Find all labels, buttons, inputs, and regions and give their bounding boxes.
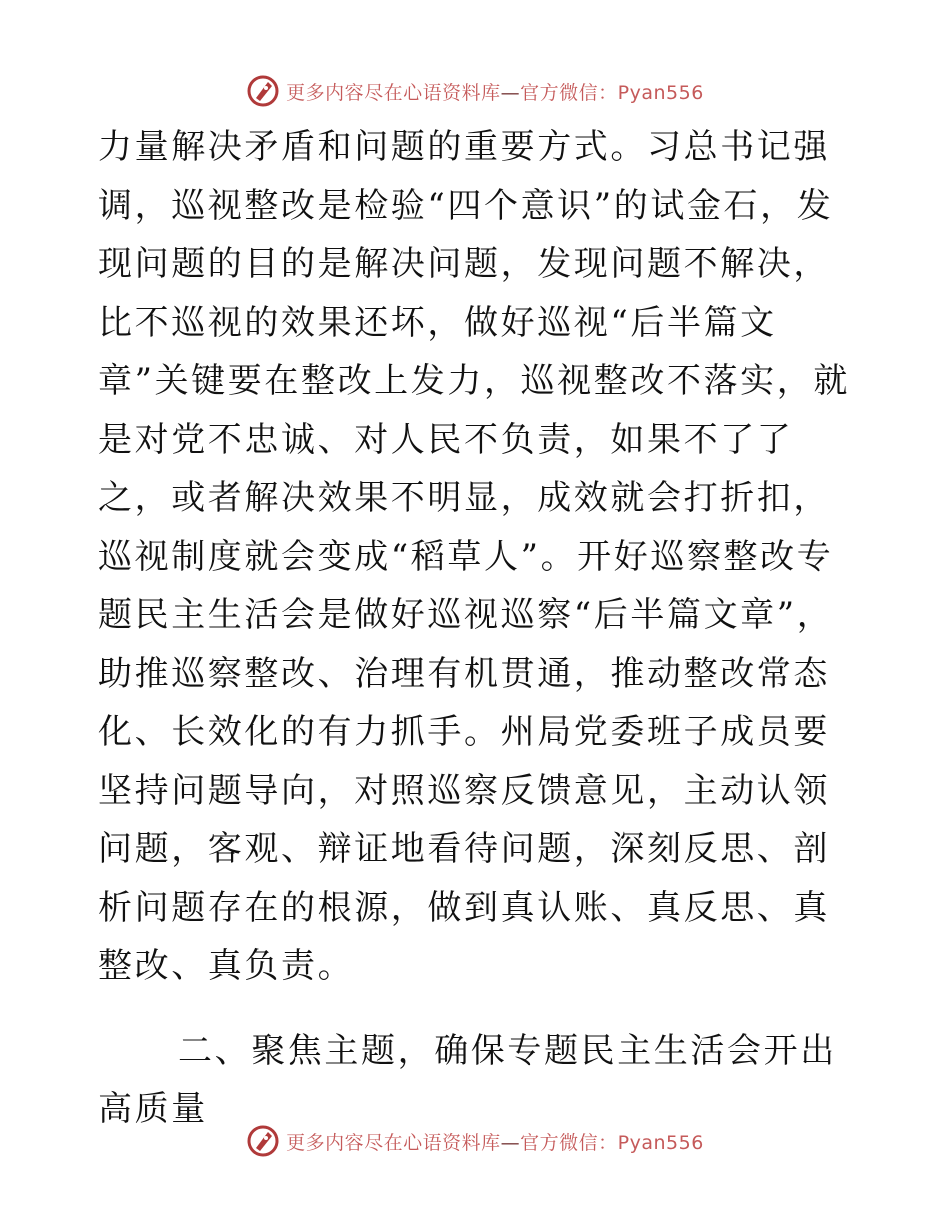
footer-banner-separator: — (500, 1131, 521, 1154)
section-heading: 二、聚焦主题，确保专题民主生活会开出高质量 (98, 1030, 837, 1129)
pen-nib-logo-icon (246, 74, 280, 108)
footer-banner-text (286, 1128, 704, 1155)
header-watermark-banner (0, 74, 950, 108)
header-banner-text (286, 78, 704, 105)
pen-nib-logo-icon (246, 1124, 280, 1158)
header-banner-main: 更多内容尽在心语资料库 (286, 81, 501, 104)
footer-watermark-banner (0, 1124, 950, 1158)
body-paragraph: 力量解决矛盾和问题的重要方式。习总书记强调，巡视整改是检验“四个意识”的试金石，发现问题的目的是解决问题，发现问题不解决，比不巡视的效果还坏，做好巡视“后半篇文章”关键要在整改上发力，巡视整改不落实，就是对党不忠诚、对人民不负责，如果不了了之，或者解决效果不明显，成效就会打折扣，巡视制度就会变成“稻草人”。开好巡察整改专题民主生活会是做好巡视巡察“后半篇文章”，助推巡察整改、治理有机贯通，推动整改常态化、长效化的有力抓手。州局党委班子成员要坚持问题导向，对照巡察反馈意见，主动认领问题，客观、辩证地看待问题，深刻反思、剖析问题存在的根源，做到真认账、真反思、真整改、真负责。 (98, 127, 850, 986)
header-banner-contact: 官方微信：Pyan556 (520, 81, 704, 104)
footer-banner-main: 更多内容尽在心语资料库 (286, 1131, 501, 1154)
document-body (98, 118, 858, 1139)
header-banner-separator: — (500, 81, 521, 104)
footer-banner-contact: 官方微信：Pyan556 (520, 1131, 704, 1154)
